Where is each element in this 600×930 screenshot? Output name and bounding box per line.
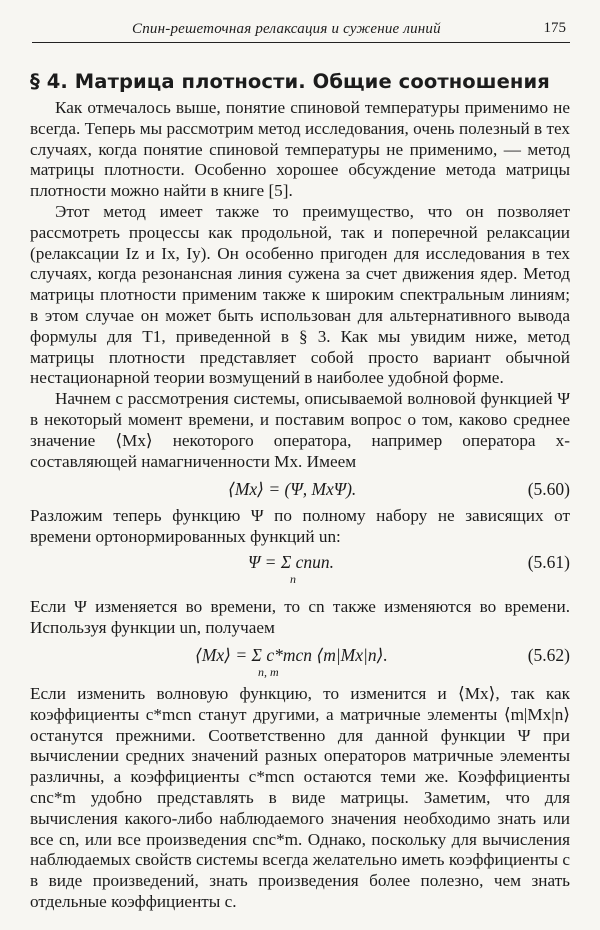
body-text-block-3 xyxy=(30,597,570,639)
page-number: 175 xyxy=(543,20,566,36)
running-header-title: Спин-решеточная релаксация и сужение линий xyxy=(132,21,441,37)
paragraph-4: Разложим теперь функцию Ψ по полному набору не зависящих от времени ортонормированных функций un: xyxy=(30,506,570,546)
equation-formula: ⟨Mx⟩ = Σ c*mcn ⟨m|Mx|n⟩. xyxy=(195,645,388,665)
paragraph-3: Начнем с рассмотрения системы, описываемой волновой функцией Ψ в некоторый момент времени, и поставим вопрос о том, каково среднее значение ⟨Mx⟩ некоторого оператора, например оператора x-составляющей намагниченности Mx. Имеем xyxy=(30,389,570,471)
paragraph-1: Как отмечалось выше, понятие спиновой температуры применимо не всегда. Теперь мы рассмотрим метод исследования, очень полезный в тех случаях, когда понятие спиновой температуры не применимо, — метод матрицы плотности. Особенно хорошее обсуждение метода матрицы плотности можно найти в книге [5]. xyxy=(30,98,570,201)
sum-subscript: n, m xyxy=(258,665,279,679)
paragraph-2: Этот метод имеет также то преимущество, что он позволяет рассмотреть процессы как продольной, так и поперечной релаксации (релаксации Iz и Ix, Iy). Он особенно пригоден для исследования в тех случаях, когда резонансная линия сужена за счет движения ядер. Метод матрицы плотности применим также к широким спектральным линиям; в этом случае он может быть использован для альтернативного вывода формулы для T1, приведенной в § 3. Как мы увидим ниже, метод матрицы плотности представляет собой просто вариант обычной нестационарной теории возмущений в наиболее удобной форме. xyxy=(30,201,570,388)
equation-number: (5.60) xyxy=(527,479,570,499)
running-header xyxy=(32,18,570,43)
equation-number: (5.61) xyxy=(527,552,570,572)
equation-formula: ⟨Mx⟩ = (Ψ, MxΨ). xyxy=(228,479,357,499)
equation-number: (5.62) xyxy=(527,645,570,665)
equation-formula: Ψ = Σ cnun. xyxy=(248,552,335,572)
paragraph-5: Если Ψ изменяется во времени, то cn также изменяются во времени. Используя функции un, получаем xyxy=(30,597,570,637)
body-text-block-4 xyxy=(30,684,570,913)
sum-subscript: n xyxy=(290,572,296,586)
body-text-block-1 xyxy=(30,98,570,472)
paragraph-6: Если изменить волновую функцию, то изменится и ⟨Mx⟩, так как коэффициенты c*mcn станут другими, а матричные элементы ⟨m|Mx|n⟩ останутся прежними. Соответственно для данной функции Ψ при вычислении средних значений разных операторов матричные элементы различны, а коэффициенты c*mcn остаются теми же. Коэффициенты cnc*m удобно представлять в виде матрицы. Заметим, что для вычисления какого-либо наблюдаемого значения необходимо знать или все cn, или все произведения cnc*m. Однако, поскольку для вычисления наблюдаемых свойств системы всегда желательно иметь коэффициенты c в виде произведений, знать произведения более полезно, чем знать отдельные коэффициенты c. xyxy=(30,684,570,911)
section-heading: § 4. Матрица плотности. Общие соотношения xyxy=(30,70,550,93)
body-text-block-2 xyxy=(30,506,570,548)
